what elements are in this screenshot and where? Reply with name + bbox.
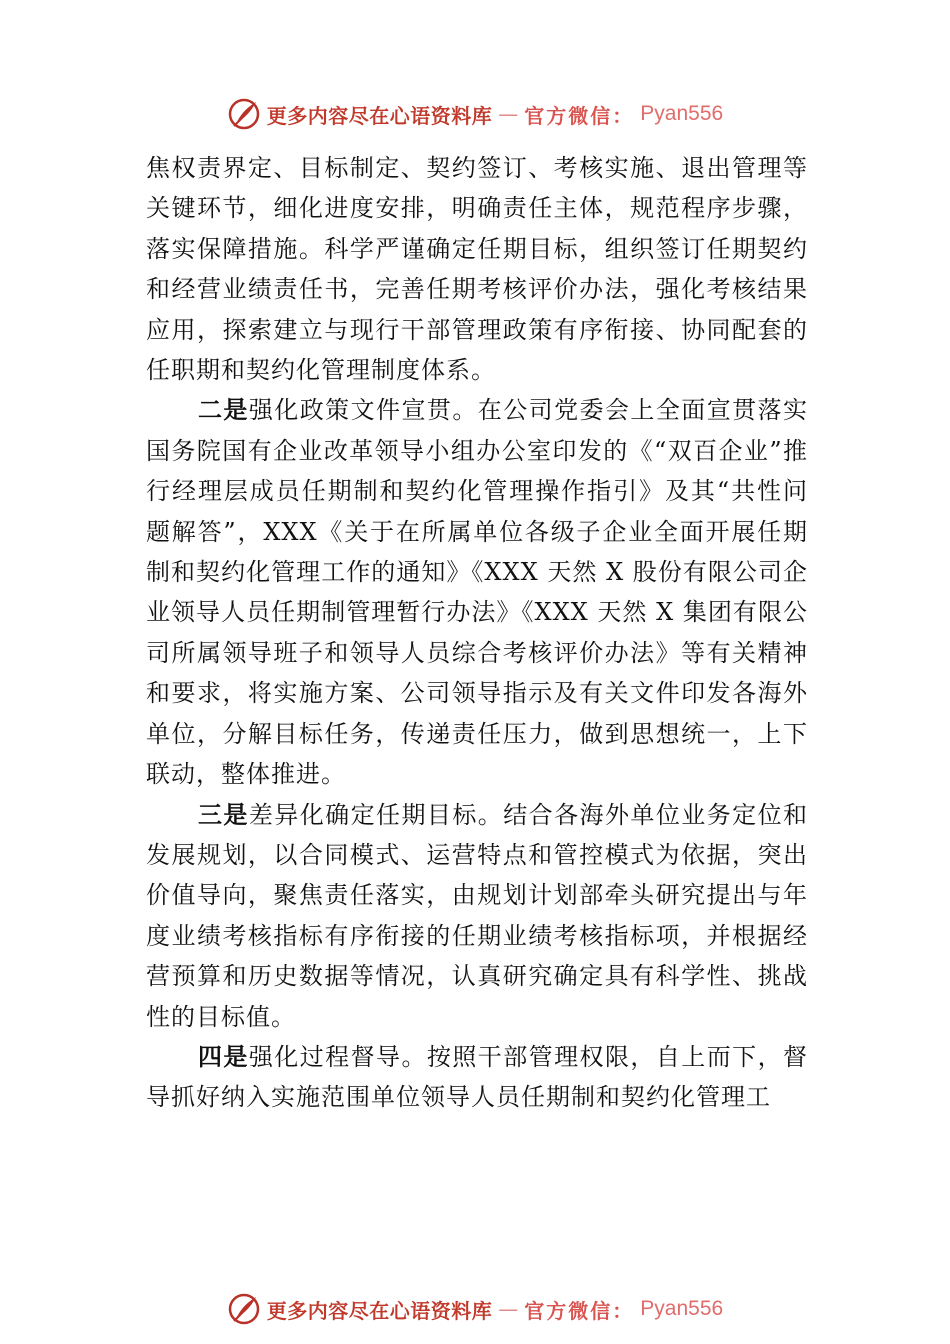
watermark-official: 官方微信： (524, 103, 635, 128)
paragraph-4 (146, 1037, 808, 1118)
paragraph-3-lead: 三是 (198, 799, 249, 829)
watermark-brand: 更多内容尽在心语资料库 (266, 103, 493, 128)
paragraph-2-text: 强化政策文件宣贯。在公司党委会上全面宣贯落实国务院国有企业改革领导小组办公室印发的《“双百企业”推行经理层成员任期制和契约化管理操作指引》及其“共性问题解答”，XXX《关于在所属单位各级子企业全面开展任期制和契约化管理工作的通知》《XXX 天然 X 股份有限公司企业领导人员任期制管理暂行办法》《XXX 天然 X 集团有限公司所属领导班子和领导人员综合考核评价办法》等有关精神和要求，将实施方案、公司领导指示及有关文件印发各海外单位，分解目标任务，传递责任压力，做到思想统一，上下联动，整体推进。 (146, 396, 809, 789)
watermark-dash: — (498, 1297, 519, 1321)
watermark-brand: 更多内容尽在心语资料库 (266, 1298, 493, 1323)
quill-circle-logo-icon (227, 97, 261, 131)
quill-circle-logo-icon (227, 1292, 261, 1326)
paragraph-1 (146, 148, 808, 390)
paragraph-4-lead: 四是 (198, 1041, 249, 1071)
document-body (146, 148, 808, 1118)
paragraph-3-text: 差异化确定任期目标。结合各海外单位业务定位和发展规划，以合同模式、运营特点和管控模式为依据，突出价值导向，聚焦责任落实，由规划计划部牵头研究提出与年度业绩考核指标有序衔接的任期业绩考核指标项，并根据经营预算和历史数据等情况，认真研究确定具有科学性、挑战性的目标值。 (146, 800, 809, 1031)
watermark-header (0, 96, 950, 132)
paragraph-2 (146, 390, 808, 794)
watermark-wechat-id: Pyan556 (640, 1297, 724, 1320)
paragraph-4-text: 强化过程督导。按照干部管理权限，自上而下，督导抓好纳入实施范围单位领导人员任期制和契约化管理工 (146, 1042, 809, 1112)
watermark-footer (0, 1291, 950, 1327)
paragraph-1-text: 焦权责界定、目标制定、契约签订、考核实施、退出管理等关键环节，细化进度安排，明确责任主体，规范程序步骤， 落实保障措施。科学严谨确定任期目标，组织签订任期契约和经营业绩责任书，完善任期考核评价办法，强化考核结果应用，探索建立与现行干部管理政策有序衔接、协同配套的任职期和契约化管理制度体系。 (146, 154, 808, 385)
watermark-dash: — (498, 102, 519, 126)
watermark-wechat-id: Pyan556 (640, 102, 724, 125)
paragraph-2-lead: 二是 (198, 395, 249, 425)
paragraph-3 (146, 795, 808, 1037)
watermark-official: 官方微信： (524, 1298, 635, 1323)
